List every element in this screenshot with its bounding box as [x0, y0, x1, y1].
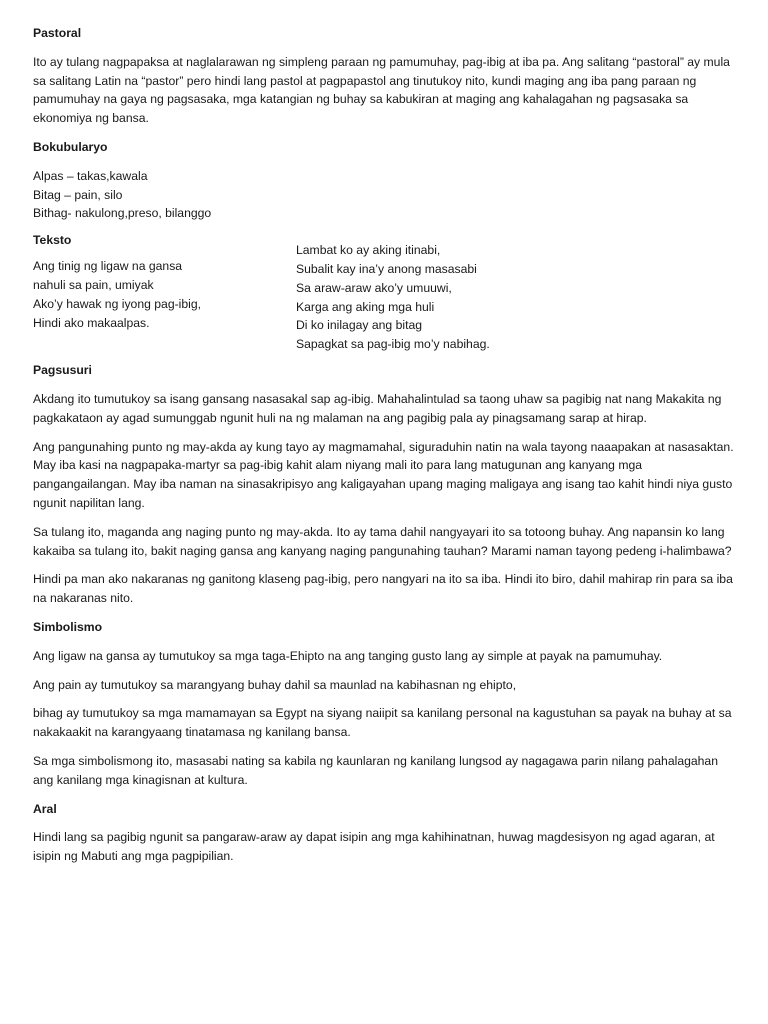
- bokubularyo-heading: Bokubularyo: [33, 139, 108, 154]
- vocabulary-item: Alpas – takas,kawala: [33, 168, 148, 183]
- simbolismo-heading: Simbolismo: [33, 619, 103, 634]
- poem-line: Sapagkat sa pag-ibig mo’y nabihag.: [296, 337, 490, 352]
- poem-line: Sa araw-araw ako’y umuuwi,: [296, 280, 452, 295]
- pagsusuri-paragraph: Hindi pa man ako nakaranas ng ganitong klaseng pag-ibig, pero nangyari na ito sa iba. Hindi ito biro, dahil mahirap rin para sa iba na nakaranas nito.: [33, 572, 733, 606]
- pagsusuri-paragraph: Sa tulang ito, maganda ang naging punto ng may-akda. Ito ay tama dahil nangyayari ito sa totoong buhay. Ang napansin ko lang kakaiba sa tulang ito, bakit naging gansa ang kanyang naging pangunahing tauhan? Marami naman tayong pedeng i-halimbawa?: [33, 524, 732, 558]
- poem-line: Ang tinig ng ligaw na gansa: [33, 259, 183, 274]
- simbolismo-paragraph: Ang pain ay tumutukoy sa marangyang buhay dahil sa maunlad na kabihasnan ng ehipto,: [33, 677, 517, 692]
- aral-heading: Aral: [33, 801, 57, 816]
- poem-line: nahuli sa pain, umiyak: [33, 277, 154, 292]
- teksto-heading: Teksto: [33, 233, 72, 248]
- poem-stanza-right: [296, 241, 490, 354]
- poem-line: Ako’y hawak ng iyong pag-ibig,: [33, 296, 202, 311]
- document-page: [33, 24, 739, 866]
- teksto-section: [33, 235, 739, 361]
- poem-line: Hindi ako makaalpas.: [33, 315, 150, 330]
- simbolismo-paragraph: bihag ay tumutukoy sa mga mamamayan sa Egypt na siyang naiipit sa kanilang personal na kagustuhan sa payak na buhay at sa nakakaakit na karangyaang tinatamasa ng kanilang bansa.: [33, 706, 732, 740]
- pagsusuri-paragraph: Akdang ito tumutukoy sa isang gansang nasasakal sap ag-ibig. Mahahalintulad sa taong uhaw sa pagibig nat nang Makakita ng pagkakataon ay agad sumunggab ngunit huli na ng malaman na ang pagibig pala ay pinagsamang sarap at hirap.: [33, 391, 722, 425]
- vocabulary-item: Bitag – pain, silo: [33, 187, 123, 202]
- simbolismo-paragraph: Sa mga simbolismong ito, masasabi nating sa kabila ng kaunlaran ng kanilang lungsod ay nagagawa parin nilang pahalagahan ang kanilang mga kinagisnan at kultura.: [33, 753, 718, 787]
- poem-line: Di ko inilagay ang bitag: [296, 318, 423, 333]
- pastoral-heading: Pastoral: [33, 26, 82, 40]
- pagsusuri-paragraph: Ang pangunahing punto ng may-akda ay kung tayo ay magmamahal, siguraduhin natin na wala tayong naaapakan at nasasaktan. May iba kasi na nagpapaka-martyr sa pag-ibig kahit alam niyang mali ito para lang matugunan ang kanyang mga pangangailangan. May iba naman na sinasakripisyo ang kaligayahan upang maging maligaya ang isang tao kahit hindi niya gusto ngunit napilitan lang.: [33, 439, 734, 510]
- vocabulary-list: [33, 167, 739, 223]
- poem-line: Subalit kay ina’y anong masasabi: [296, 261, 477, 276]
- simbolismo-paragraph: Ang ligaw na gansa ay tumutukoy sa mga taga-Ehipto na ang tanging gusto lang ay simple at payak na pamumuhay.: [33, 648, 663, 663]
- poem-line: Lambat ko ay aking itinabi,: [296, 243, 441, 258]
- aral-paragraph: Hindi lang sa pagibig ngunit sa pangaraw-araw ay dapat isipin ang mga kahihinatnan, huwag magdesisyon ng agad agaran, at isipin ng Mabuti ang mga pagpipilian.: [33, 830, 715, 864]
- poem-stanza-left: [33, 257, 201, 332]
- pagsusuri-heading: Pagsusuri: [33, 363, 92, 378]
- pastoral-paragraph: Ito ay tulang nagpapaksa at naglalarawan ng simpleng paraan ng pamumuhay, pag-ibig at iba pa. Ang salitang “pastoral” ay mula sa salitang Latin na “pastor” pero hindi lang pastol at pagpapastol ang tinutukoy nito, kundi maging ang iba pang paraan ng pamumuhay na gaya ng pagsasaka, mga katangian ng buhay sa kabukiran at maging ang kahalagahan ng pagsasaka sa ekonomiya ng bansa.: [33, 54, 730, 126]
- vocabulary-item: Bithag- nakulong,preso, bilanggo: [33, 206, 212, 221]
- poem-line: Karga ang aking mga huli: [296, 299, 435, 314]
